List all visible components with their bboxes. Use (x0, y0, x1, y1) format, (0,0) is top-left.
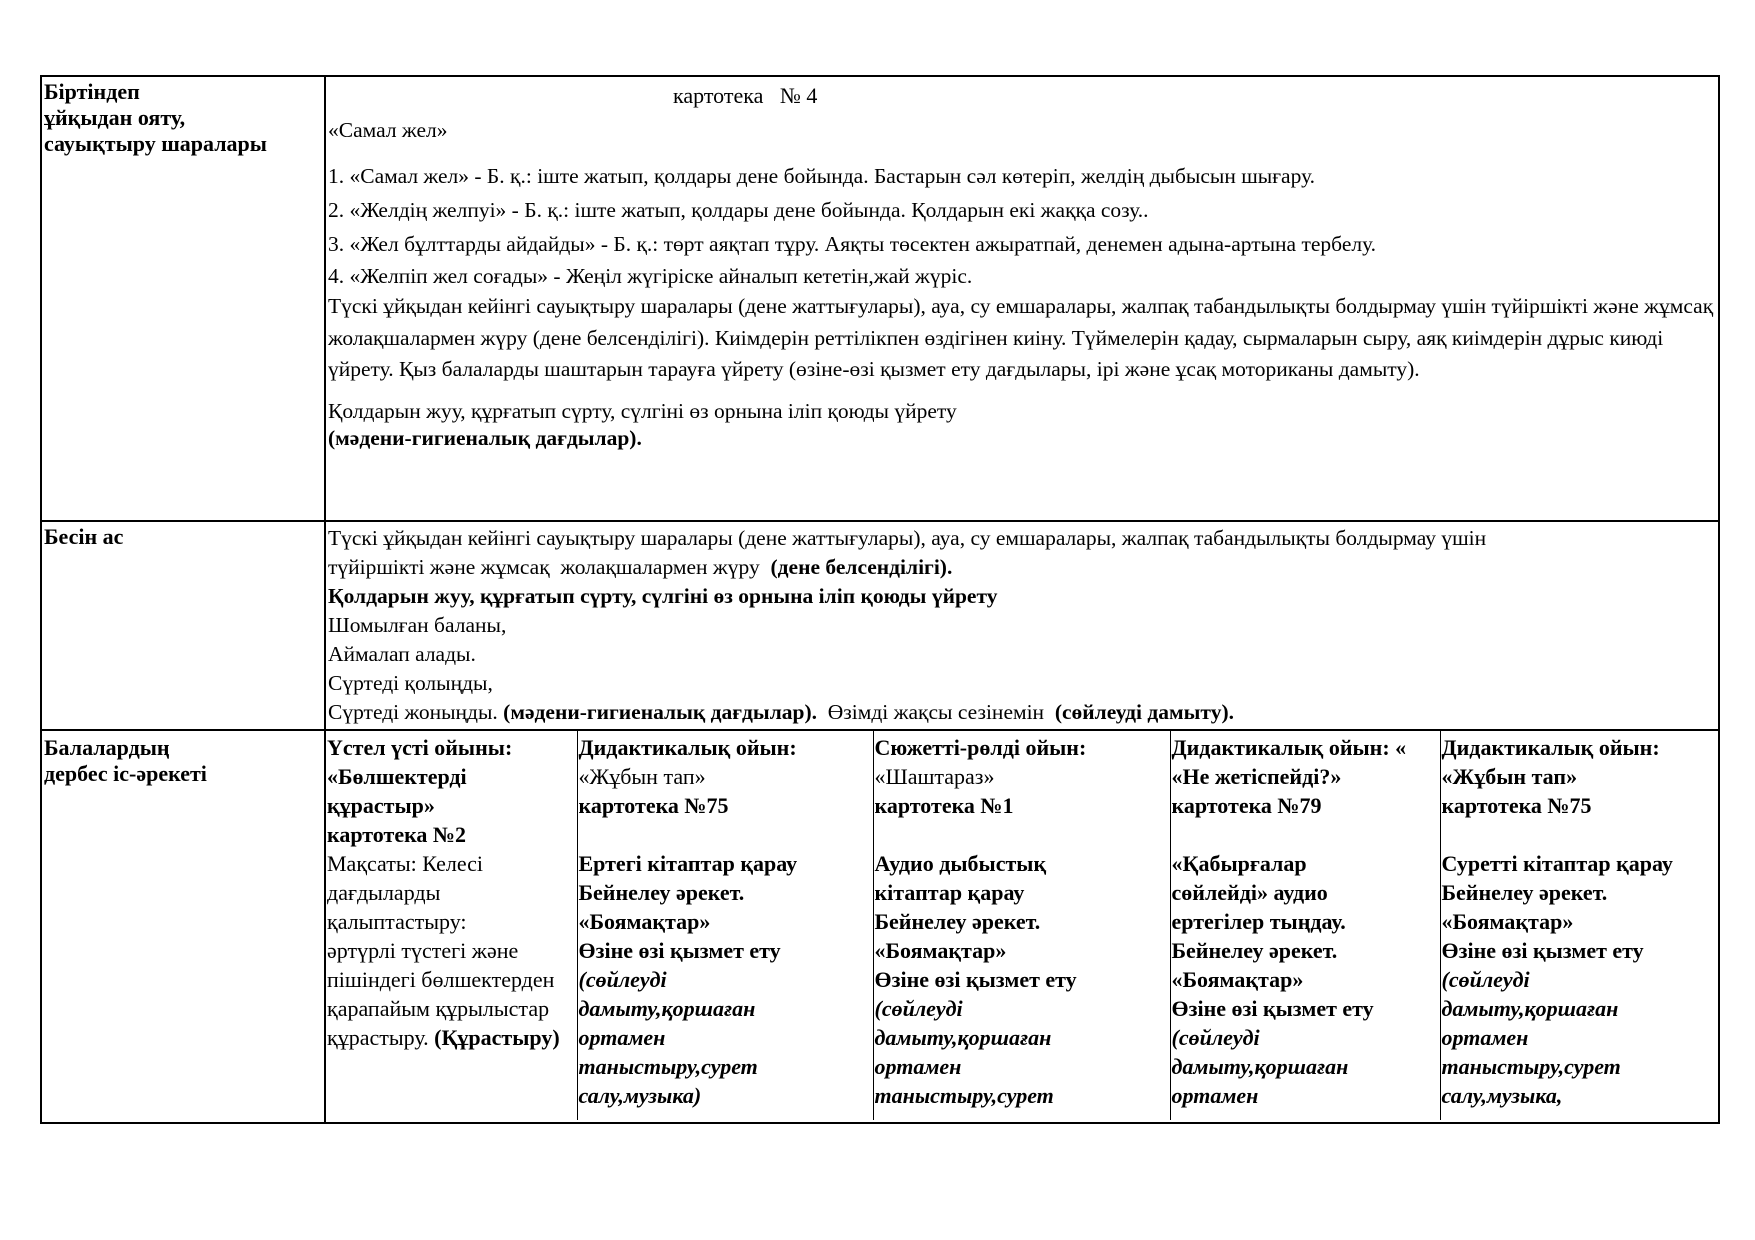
card-number: картотека № 4 (673, 83, 818, 108)
activity-line: «Не жетіспейді?» (1171, 764, 1342, 789)
activity-columns (326, 731, 1720, 1120)
text-span-bold: (Құрастыру) (434, 1025, 560, 1050)
row-independent (41, 730, 1719, 1123)
activity-line: «Боямақтар» (874, 938, 1007, 963)
activity-line: Бейнелеу әрекет. (578, 880, 745, 905)
activity-col-4 (1170, 731, 1440, 1120)
label-line: Біртіндеп (44, 79, 140, 104)
activity-col-5 (1440, 731, 1720, 1120)
exercise-item: 2. «Желдің желпуі» - Б. қ.: іште жатып, қолдары дене бойында. Қолдарын екі жаққа созу.. (328, 198, 1149, 222)
activity-line: Сюжетті-рөлді ойын: (874, 735, 1087, 760)
activity-line: Дидактикалық ойын: (1441, 735, 1660, 760)
activity-line: картотека №1 (874, 793, 1014, 818)
activity-line: (сөйлеуді (578, 967, 667, 992)
activity-line: Бейнелеу әрекет. (1171, 938, 1338, 963)
row-waking (41, 76, 1719, 521)
activity-line: таныстыру,сурет (578, 1054, 758, 1079)
snack-content (325, 521, 1719, 730)
activity-line: таныстыру,сурет (874, 1083, 1054, 1108)
activity-col-2 (577, 731, 873, 1120)
activity-line: картотека №79 (1171, 793, 1322, 818)
label-line: Балалардың (44, 735, 170, 760)
activity-line: Суретті кітаптар қарау (1441, 851, 1673, 876)
activity-line: Өзіне өзі қызмет ету (578, 938, 781, 963)
text-span-bold: (сөйлеуді дамыту). (1054, 700, 1234, 724)
activity-line: картотека №75 (1441, 793, 1592, 818)
snack-line: Қолдарын жуу, құрғатып сүрту, сүлгіні өз орнына іліп қоюды үйрету (328, 584, 998, 608)
text-span: Өзімді жақсы сезінемін (817, 700, 1055, 724)
activity-line: ортамен (1171, 1083, 1259, 1108)
activity-line: Бейнелеу әрекет. (1441, 880, 1608, 905)
activity-line: кітаптар қарау (874, 880, 1025, 905)
activity-line: ортамен (874, 1054, 962, 1079)
text-span: түйіршікті және жұмсақ жолақшалармен жүру (328, 555, 771, 579)
activity-line: (сөйлеуді (1441, 967, 1530, 992)
text-span: құрастыру. (327, 1025, 435, 1050)
poem-line: Сүртеді қолыңды, (328, 671, 493, 695)
snack-line: Түскі ұйқыдан кейінгі сауықтыру шаралары (дене жаттығулары), ауа, су емшаралары, жалпақ табандылықты болдырмау үшін (328, 526, 1487, 550)
text-span-bold: (дене белсенділігі). (770, 555, 953, 579)
activity-line: «Боямақтар» (1441, 909, 1574, 934)
activity-line: дамыту,қоршаған (1441, 996, 1619, 1021)
text-span: Сүртеді жоныңды. (328, 700, 504, 724)
activity-line: дағдыларды (327, 880, 441, 905)
activity-line: Мақсаты: Келесі (327, 851, 484, 876)
activity-line: Дидактикалық ойын: « (1171, 735, 1407, 760)
activity-line: дамыту,қоршаған (1171, 1054, 1349, 1079)
activity-line: дамыту,қоршаған (874, 1025, 1052, 1050)
activity-line: құрастыр» (327, 793, 435, 818)
activity-line: Өзіне өзі қызмет ету (874, 967, 1077, 992)
plan-page (40, 75, 1718, 1124)
daily-plan-table (40, 75, 1720, 1124)
poem-line (328, 698, 1716, 727)
activity-line: Бейнелеу әрекет. (874, 909, 1041, 934)
activity-line: (сөйлеуді (874, 996, 963, 1021)
waking-content (325, 76, 1719, 521)
activity-line: Ертегі кітаптар қарау (578, 851, 798, 876)
activity-line: «Боямақтар» (578, 909, 711, 934)
activity-line: «Жұбын тап» (1441, 764, 1578, 789)
poem-line: Аймалап алады. (328, 642, 476, 666)
activity-line: Дидактикалық ойын: (578, 735, 797, 760)
poem-line: Шомылған баланы, (328, 613, 507, 637)
health-paragraph: Түскі ұйқыдан кейінгі сауықтыру шаралары (дене жаттығулары), ауа, су емшаралары, жалпақ табандылықты болдырмау үшін түйіршікті және жұмсақ жолақшалармен жүру (дене белсенділігі). Киімдерін реттілікпен өздігінен киіну. Түймелерін қадау, сырмаларын сыру, аяқ киімдерін дұрыс киюді үйрету. Қыз балаларды шаштарын тарауға үйрету (өзіне-өзі қызмет ету дағдылары, ірі және ұсақ моториканы дамыту). (328, 294, 1714, 381)
activity-line: Өзіне өзі қызмет ету (1441, 938, 1644, 963)
activity-line: ортамен (578, 1025, 666, 1050)
activity-line: таныстыру,сурет (1441, 1054, 1621, 1079)
activity-line: дамыту,қоршаған (578, 996, 756, 1021)
label-line: сауықтыру шаралары (44, 131, 267, 156)
snack-label (41, 521, 325, 730)
exercise-title: «Самал жел» (328, 118, 448, 142)
wash-skill: (мәдени-гигиеналық дағдылар). (328, 425, 642, 450)
activity-col-3 (873, 731, 1170, 1120)
label-line: ұйқыдан ояту, (44, 105, 186, 130)
exercise-item: 1. «Самал жел» - Б. қ.: іште жатып, қолдары дене бойында. Бастарын сәл көтеріп, желдің дыбысын шығару. (328, 164, 1316, 188)
activity-line: картотека №2 (327, 822, 467, 847)
activity-line: ертегілер тыңдау. (1171, 909, 1346, 934)
activity-line: картотека №75 (578, 793, 729, 818)
activity-line: салу,музыка, (1441, 1083, 1563, 1108)
activity-line: сөйлейді» аудио (1171, 880, 1328, 905)
row-snack (41, 521, 1719, 730)
activity-line: «Боямақтар» (1171, 967, 1304, 992)
activity-line: қарапайым құрылыстар (327, 996, 550, 1021)
activity-line: Аудио дыбыстық (874, 851, 1047, 876)
activity-line: (сөйлеуді (1171, 1025, 1260, 1050)
wash-text: Қолдарын жуу, құрғатып сүрту, сүлгіні өз орнына іліп қоюды үйрету (328, 398, 957, 423)
activity-line (327, 1023, 577, 1052)
activity-line: Үстел үсті ойыны: (327, 735, 513, 760)
snack-line (328, 553, 1716, 582)
activity-line: Өзіне өзі қызмет ету (1171, 996, 1374, 1021)
activity-line: «Қабырғалар (1171, 851, 1307, 876)
activity-line: «Шаштараз» (874, 764, 995, 789)
activity-line: «Жұбын тап» (578, 764, 706, 789)
exercise-item: 3. «Жел бұлттарды айдайды» - Б. қ.: төрт аяқтап тұру. Аяқты төсектен ажыратпай, денемен адына-артына тербелу. (328, 232, 1377, 256)
exercise-item: 4. «Желпіп жел соғады» - Жеңіл жүгіріске айналып кететін,жай жүріс. (328, 264, 973, 288)
text-span-bold: (мәдени-гигиеналық дағдылар). (503, 700, 818, 724)
activity-line: ортамен (1441, 1025, 1529, 1050)
activity-col-1 (326, 731, 577, 1120)
activity-line: пішіндегі бөлшектерден (327, 967, 555, 992)
label-line: дербес іс-әрекеті (44, 761, 207, 786)
activity-line: салу,музыка) (578, 1083, 702, 1108)
activity-line: «Бөлшектерді (327, 764, 467, 789)
independent-label (41, 730, 325, 1123)
activity-line: қалыптастыру: (327, 909, 467, 934)
waking-label (41, 76, 325, 521)
activity-line: әртүрлі түстегі және (327, 938, 519, 963)
label-line: Бесін ас (44, 524, 124, 549)
independent-content (325, 730, 1719, 1123)
